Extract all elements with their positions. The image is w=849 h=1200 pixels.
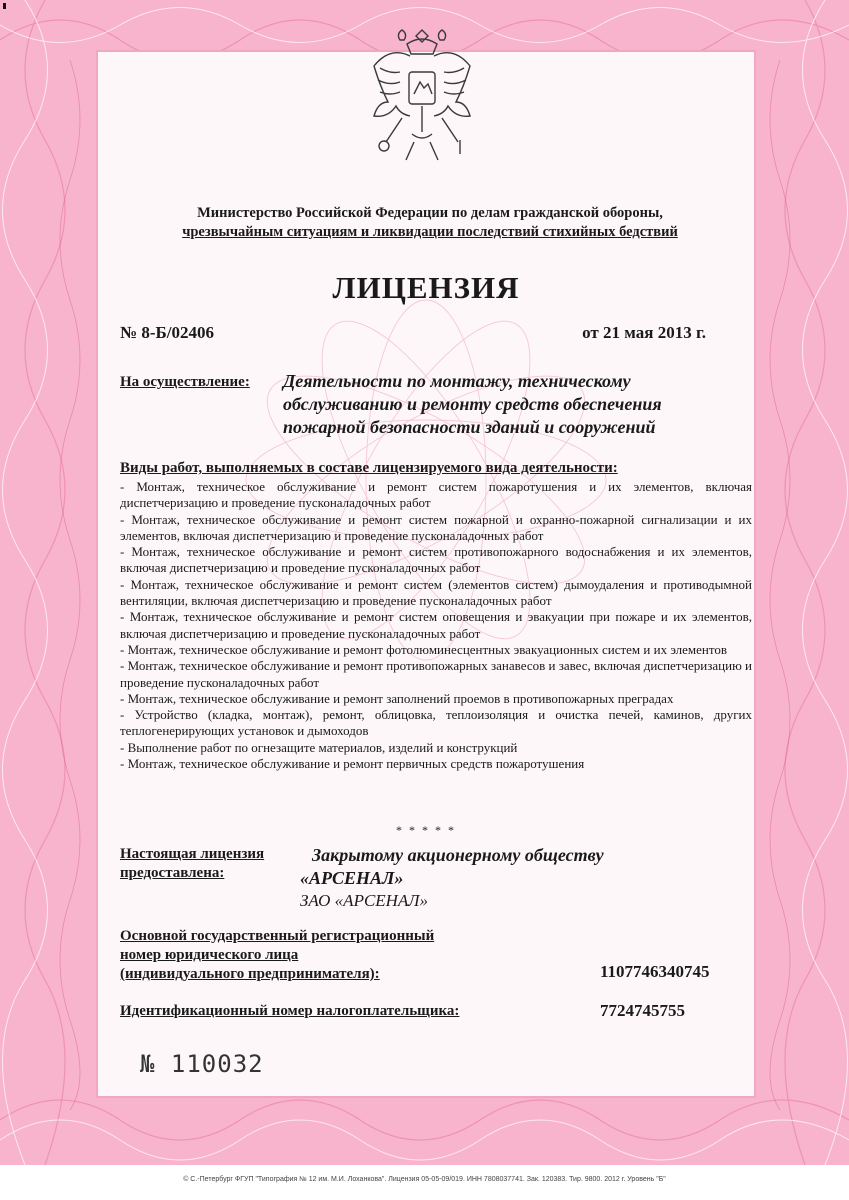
works-item: - Выполнение работ по огнезащите материалов, изделий и конструкций [120,739,518,755]
inn-label: Идентификационный номер налогоплательщика: [120,1003,460,1019]
organization-short-name: ЗАО «АРСЕНАЛ» [300,891,429,910]
organization-name: Закрытому акционерному обществу [312,845,604,865]
works-item: - Монтаж, техническое обслуживание и ремонт систем пожаротушения и их элементов, включая диспетчеризацию и проведение пусконаладочных работ [120,479,752,511]
works-item: - Монтаж, техническое обслуживание и ремонт противопожарных занавесов и завес, включая диспетчеризацию и проведение пусконаладочных работ [120,658,752,690]
granted-label-line: предоставлена: [120,865,225,881]
works-item: - Монтаж, техническое обслуживание и ремонт фотолюминесцентных эвакуационных систем и их элементов [120,641,728,657]
granted-label [120,845,264,883]
printer-footer: © С.-Петербург ФГУП "Типография № 12 им. М.И. Лоханкова". Лицензия 05-05-09/019. ИНН 7808037741. Зак. 120383. Тир. 9800. 2012 г. Уровень "Б" [183,1176,666,1183]
ministry-heading [110,204,750,242]
works-list [120,479,752,772]
scan-mark [3,3,6,9]
ogrn-label [120,927,434,984]
section-separator: * * * * * [396,823,456,837]
form-serial-number: № 110032 [140,1050,264,1078]
granted-label-line: Настоящая лицензия [120,846,265,862]
purpose-line: обслуживанию и ремонту средств обеспечения [283,394,662,414]
purpose-text [283,370,733,439]
ogrn-value: 1107746340745 [600,962,710,981]
inn-value: 7724745755 [600,1001,685,1020]
works-item: - Монтаж, техническое обслуживание и ремонт систем противопожарного водоснабжения и их элементов, включая диспетчеризацию и проведение пусконаладочных работ [120,544,752,576]
license-date: от 21 мая 2013 г. [582,323,706,342]
ministry-line-2: чрезвычайным ситуациям и ликвидации последствий стихийных бедствий [182,224,678,240]
ministry-line-1: Министерство Российской Федерации по делам гражданской обороны, [197,205,663,221]
license-number: № 8-Б/02406 [120,323,214,342]
coat-of-arms-icon [362,22,482,172]
works-title: Виды работ, выполняемых в составе лицензируемого вида деятельности: [120,460,618,476]
works-item: - Монтаж, техническое обслуживание и ремонт систем оповещения и эвакуации при пожаре и их элементов, включая диспетчеризацию и проведение пусконаладочных работ [120,609,752,641]
purpose-line: Деятельности по монтажу, техническому [283,371,631,391]
organization-brand: «АРСЕНАЛ» [300,868,404,888]
works-item: - Монтаж, техническое обслуживание и ремонт систем пожарной и охранно-пожарной сигнализации и их элементов, включая диспетчеризацию и проведение пусконаладочных работ [120,511,752,543]
works-item: - Устройство (кладка, монтаж), ремонт, облицовка, теплоизоляция и очистка печей, каминов, других теплогенерирующих установок и дымоходов [120,707,752,739]
ogrn-label-line: номер юридического лица [120,947,299,963]
ogrn-label-line: (индивидуального предпринимателя): [120,966,380,982]
works-item: - Монтаж, техническое обслуживание и ремонт заполнений проемов в противопожарных преградах [120,690,674,706]
works-item: - Монтаж, техническое обслуживание и ремонт первичных средств пожаротушения [120,756,585,772]
purpose-label: На осуществление: [120,374,250,390]
document-title: ЛИЦЕНЗИЯ [332,270,520,305]
purpose-line: пожарной безопасности зданий и сооружений [283,417,656,437]
works-item: - Монтаж, техническое обслуживание и ремонт систем (элементов систем) дымоудаления и противодымной вентиляции, включая диспетчеризацию и проведение пусконаладочных работ [120,576,752,609]
ogrn-label-line: Основной государственный регистрационный [120,928,435,944]
